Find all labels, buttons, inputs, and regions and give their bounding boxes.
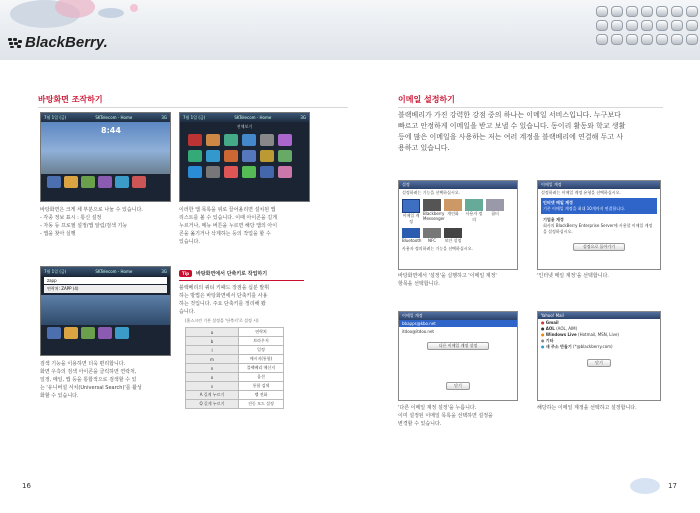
table-row: Q 길게 누르기 진동 모드 설정 [186,400,284,409]
screen-subtitle: 설정하려는 기능을 선택하십시오. [402,190,460,195]
table-row: m 메시지(통합) [186,355,284,364]
panel-title: 전체보기 [236,124,253,129]
provider-list [538,319,660,351]
screenshot-account-type [537,180,661,270]
search-result[interactable]: 연락처: ZAPP (4) [44,285,167,293]
header-decoration [55,0,95,18]
screenshot-app-list [179,112,310,202]
caption-search: 검색 기능을 이용하면 더욱 편리합니다. 화면 우측의 검색 아이콘을 클릭하면 연락처, 일정, 메일, 앱 등을 통합적으로 검색할 수 있 는 '유니버설 서치(Universal Search)'를 활성 화할 수 있습니다. [40,361,142,399]
tip-badge: Tip [179,270,192,277]
screen-title: 이메일 계정 [538,181,660,189]
status-bar: 7월 1일 (금) SKTelecom - Home 3G [180,113,309,122]
settings-item-personalize[interactable]: 개인화 [444,199,462,225]
app-dock [41,174,170,190]
option-internet-mail[interactable]: 인터넷 메일 계정 기존 이메일 계정을 최대 10개까지 연결합니다. [541,198,657,214]
screen-title: 설정 [399,181,517,189]
settings-item-nfc[interactable]: NFC [423,228,441,244]
settings-item-security[interactable]: 보안 설정 [444,228,462,244]
settings-icon-row [399,197,517,227]
clock: 8:44 [101,126,121,135]
provider-windows-live[interactable]: ● Windows Live (Hotmail, MSN, Live) [541,332,619,337]
table-row: b 브라우저 [186,337,284,346]
provider-new-address[interactable]: ● 새 주소 만들기 (*@blackberry.com) [541,344,613,349]
screenshot-settings [398,180,518,270]
caption-home: 바탕화면은 크게 세 부분으로 나눌 수 있습니다. - 각종 정보 표시 : 통신 설정 - 자동 등 프로필 설정/앱 알림/검색 기능 - 앱을 찾아 실행 [40,207,143,237]
status-bar: 7월 1일 (금) SKTelecom - Home 3G [41,267,170,276]
screen-title: Yahoo! Mail [538,312,660,319]
settings-item-email[interactable]: 이메일 계정 [402,199,420,225]
blackberry-logo [8,34,108,51]
other-account-button[interactable]: 다른 이메일 계정 설정 [427,342,489,350]
table-row: A 길게 누르기 벨 전화 [186,391,284,400]
wallpaper [41,295,170,325]
divider [38,107,348,108]
email-intro: 블랙베리가 가진 강력한 강점 중의 하나는 이메일 서비스입니다. 누구보다 빠르고 안정하게 이메일을 받고 보낼 수 있습니다. 동이리 활동와 학교 생활 등에 많은 이메일을 사용하는 저는 여러 계정을 블랙베리에 연결해 두고 사 용하고 있습니다. [398,111,626,152]
table-row: l 일정 [186,346,284,355]
provider-gmail[interactable]: ● Gmail [541,320,559,325]
page-number-right: 17 [668,482,677,490]
screenshot-providers [537,311,661,401]
screen-footer: 사용자 정의하려는 기능을 선택하십시오. [402,246,473,251]
tip-header [179,270,267,277]
screenshot-email-accounts [398,311,518,401]
screenshot-home [40,112,171,202]
option-enterprise[interactable]: 기업용 계정 회사의 BlackBerry Enterprise Server에 사용할 이메일 계정을 설정하십시오. [543,217,653,234]
search-input[interactable]: zapp [44,277,167,284]
tip-divider [179,280,304,281]
header-decoration [130,4,138,12]
caption-providers: 해당하는 이메일 계정을 선택하고 설정합니다. [537,405,637,411]
table-row: n 블랙베리 메신저 [186,364,284,373]
settings-item-bluetooth[interactable]: Bluetooth [402,228,420,244]
keyboard-illustration [590,0,700,50]
caption-app-list: 이러한 앱 목록을 위로 끌어올리면 설치된 앱 리스트를 볼 수 있습니다. 이때 아이콘을 길게 누르거나, 메뉴 버튼을 누르면 해당 앱의 아이 콘을 옮기거나 삭제하는 등의 작업을 할 수 있습니다. [179,207,278,245]
screenshot-search [40,266,171,356]
header-decoration [98,8,124,18]
tip-title: 바탕화면에서 단축키로 작업하기 [195,271,268,277]
settings-item-bbm[interactable]: Blackberry Messenger [423,199,441,225]
right-section-heading: 이메일 설정하기 [398,95,455,104]
blackberry-logo-icon [8,38,22,48]
back-to-settings-button[interactable]: 설정으로 돌아가기 [573,243,625,251]
tip-note: (홈스크린 기본 설정을 '단축키'로 설정 시) [185,318,259,323]
caption-account-type: '인터넷 메일 계정'을 선택합니다. [537,273,609,279]
close-button[interactable]: 닫기 [446,382,470,390]
table-row: s 통합 검색 [186,382,284,391]
table-row: o 옵션 [186,373,284,382]
page-number-left: 16 [22,482,31,490]
caption-email-accounts: '다른 이메일 계정 설정'을 누릅니다. 이미 설정된 이메일 목록을 선택하면 설정을 변경할 수 있습니다. [398,405,493,427]
logo-text: BlackBerry. [25,34,108,51]
shortcut-table [185,327,284,409]
settings-item-filter[interactable]: 필터 [486,199,504,225]
settings-item-custom[interactable]: 사용자 정의 [465,199,483,225]
page-header [0,0,700,60]
screen-subtitle: 설정하려는 이메일 계정 유형을 선택하십시오. [541,190,621,195]
screen-title: 이메일 계정 [399,312,517,320]
left-section-heading: 바탕화면 조작하기 [38,95,103,104]
table-row: a 연락처 [186,328,284,337]
caption-settings: 바탕화면에서 '설정'을 실행하고 '이메일 계정' 항목을 선택합니다. [398,273,497,287]
account-selected[interactable]: bbapps@kbo.net [399,320,517,327]
provider-other[interactable]: ● 기타 [541,338,554,343]
settings-icon-row-2 [399,227,517,245]
close-button[interactable]: 닫기 [587,359,611,367]
account-item[interactable]: itdoo@itdoo.net [402,329,434,334]
app-dock [41,325,170,341]
divider [398,107,663,108]
tip-body: 블랙베리의 쿼티 키패드 장점을 십분 발휘 하는 방법은 바탕화면에서 단축키를 사용 하는 것입니다. 주요 단축키를 정리해 봤 습니다. [179,285,270,315]
provider-aol[interactable]: ● AOL (AOL, AIM) [541,326,578,331]
footer-decoration [630,478,660,494]
wallpaper [41,122,170,174]
app-grid [180,132,309,180]
status-bar: 7월 1일 (금) SKTelecom - Home 3G [41,113,170,122]
